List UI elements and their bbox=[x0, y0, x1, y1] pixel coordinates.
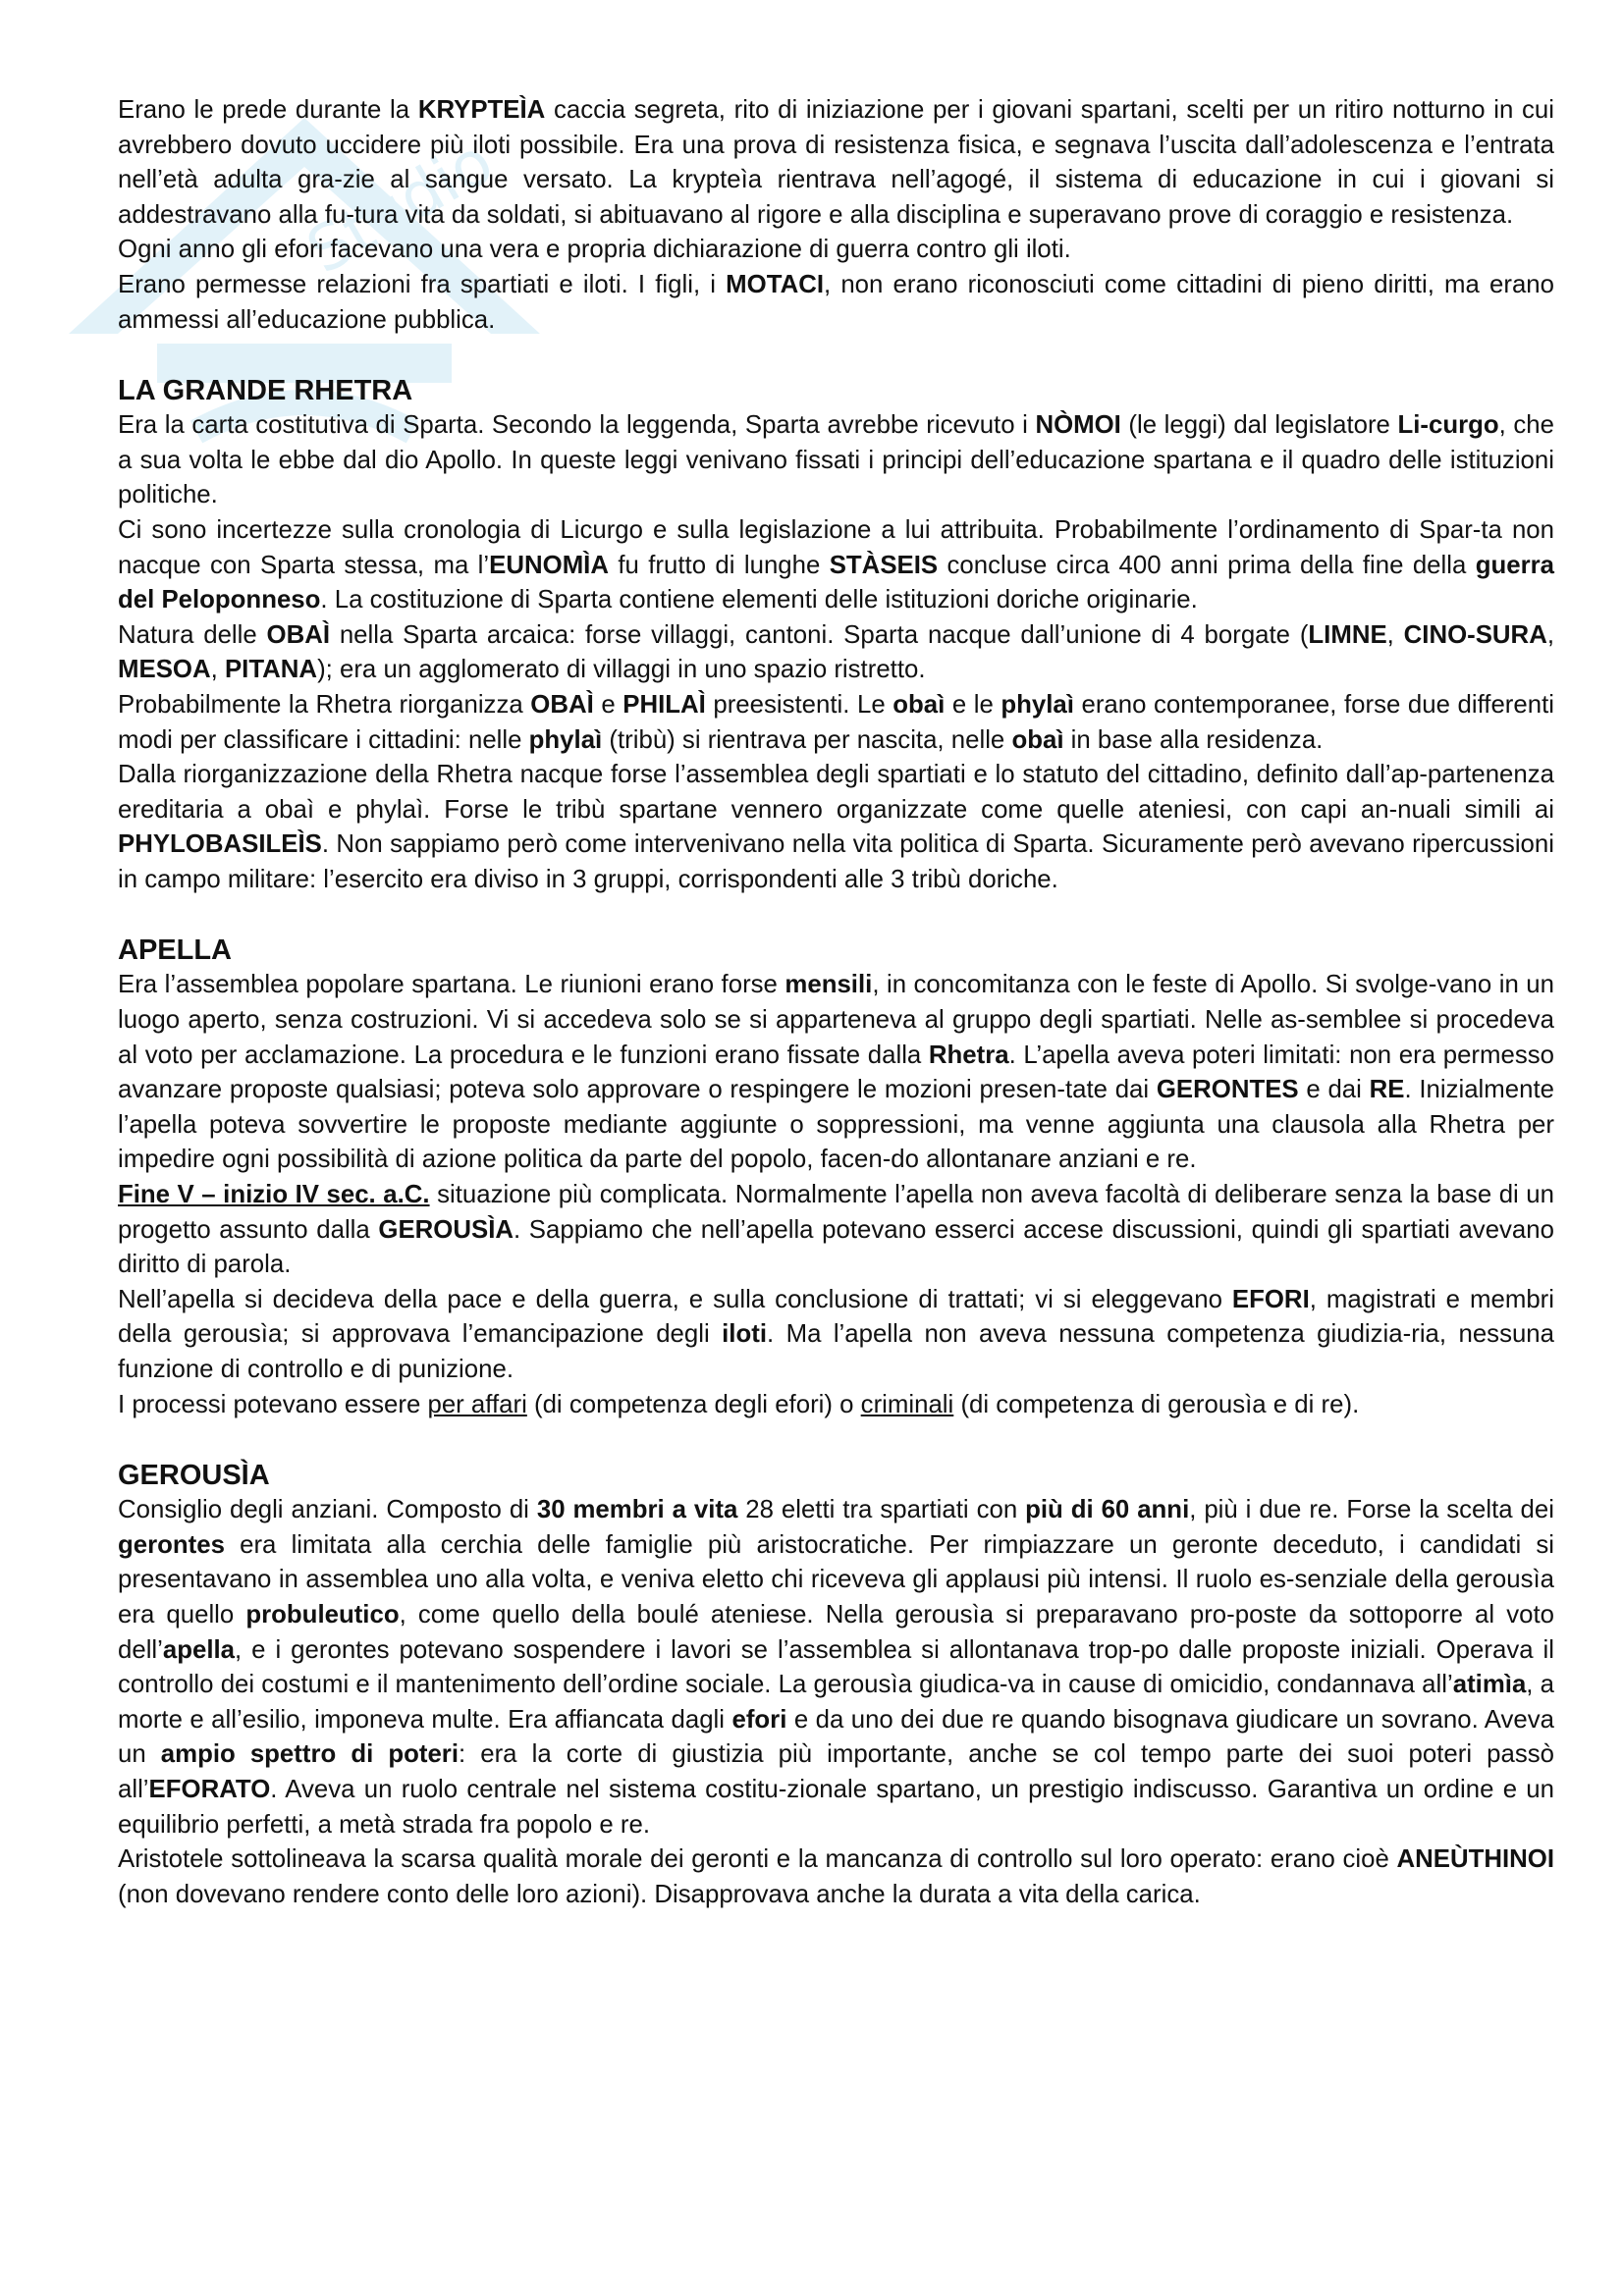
apella-paragraph-1: Era l’assemblea popolare spartana. Le riunioni erano forse mensili, in concomitanza con le feste di Apollo. Si svolge-vano in un luogo aperto, senza costruzioni. Vi si accedeva solo se si apparteneva al gruppo degli spartiati. Nelle as-semblee si procedeva al voto per acclamazione. La procedura e le funzioni erano fissate dalla Rhetra. L’apella aveva poteri limitati: non era permesso avanzare proposte qualsiasi; poteva solo approvare o respingere le mozioni presen-tate dai GERONTES e dai RE. Inizialmente l’apella poteva sovvertire le proposte mediante aggiunte o soppressioni, ma venne aggiunta una clausola alla Rhetra per impedire ogni possibilità di azione politica da parte del popolo, facen-do allontanare anziani e re. bbox=[118, 971, 1554, 1174]
document-page bbox=[118, 93, 1554, 1912]
gerousia-paragraph-1: Consiglio degli anziani. Composto di 30 membri a vita 28 eletti tra spartiati con più di 60 anni, più i due re. Forse la scelta dei gerontes era limitata alla cerchia delle famiglie più aristocratiche. Per rimpiazzare un geronte deceduto, i candidati si presentavano in assemblea uno alla volta, e veniva eletto chi riceveva gli applausi più intensi. Il ruolo es-senziale della gerousìa era quello probuleutico, come quello della boulé ateniese. Nella gerousìa si preparavano pro-poste da sottoporre al voto dell’apella, e i gerontes potevano sospendere i lavori se l’assemblea si allontanava trop-po dalle proposte iniziali. Operava il controllo dei costumi e il mantenimento dell’ordine sociale. La gerousìa giudica-va in cause di omicidio, condannava all’atimìa, a morte e all’esilio, imponeva multe. Era affiancata dagli efori e da uno dei due re quando bisognava giudicare un sovrano. Aveva un ampio spettro di poteri: era la corte di giustizia più importante, anche se col tempo parte dei suoi poteri passò all’EFORATO. Aveva un ruolo centrale nel sistema costitu-zionale spartano, un prestigio indiscusso. Garantiva un ordine e un equilibrio perfetti, a metà strada fra popolo e re. bbox=[118, 1496, 1554, 1839]
heading-rhetra: LA GRANDE RHETRA bbox=[118, 375, 413, 407]
rhetra-paragraph-1: Era la carta costitutiva di Sparta. Secondo la leggenda, Sparta avrebbe ricevuto i NÒMOI (le leggi) dal legislatore Li-curgo, che a sua volta le ebbe dal dio Apollo. In queste leggi venivano fissati i principi dell’educazione spartana e il quadro delle istituzioni politiche. bbox=[118, 411, 1554, 509]
heading-gerousia: GEROUSÌA bbox=[118, 1460, 270, 1492]
rhetra-paragraph-5: Dalla riorganizzazione della Rhetra nacque forse l’assemblea degli spartiati e lo statuto del cittadino, definito dall’ap-partenenza ereditaria a obaì e phylaì. Forse le tribù spartane vennero organizzate come quelle ateniesi, con capi an-nuali simili ai PHYLOBASILEÌS. Non sappiamo però come intervenivano nella vita politica di Sparta. Sicuramente però avevano ripercussioni in campo militare: l’esercito era diviso in 3 gruppi, corrispondenti alle 3 tribù doriche. bbox=[118, 761, 1554, 893]
intro-paragraph-2: Ogni anno gli efori facevano una vera e propria dichiarazione di guerra contro gli iloti. bbox=[118, 236, 1071, 264]
rhetra-paragraph-4: Probabilmente la Rhetra riorganizza OBAÌ e PHILAÌ preesistenti. Le obaì e le phylaì erano contemporanee, forse due differenti modi per classificare i cittadini: nelle phylaì (tribù) si rientrava per nascita, nelle obaì in base alla residenza. bbox=[118, 690, 1554, 754]
intro-paragraph-3: Erano permesse relazioni fra spartiati e iloti. I figli, i MOTACI, non erano riconosciuti come cittadini di pieno diritti, ma erano ammessi all’educazione pubblica. bbox=[118, 270, 1554, 334]
gerousia-paragraph-2: Aristotele sottolineava la scarsa qualità morale dei geronti e la mancanza di controllo sul loro operato: erano cioè ANEÙTHINOI (non dovevano rendere conto delle loro azioni). Disapprovava anche la durata a vita della carica. bbox=[118, 1845, 1554, 1908]
apella-paragraph-4: I processi potevano essere per affari (di competenza degli efori) o criminali (di competenza di gerousìa e di re). bbox=[118, 1390, 1360, 1418]
intro-paragraph-1: Erano le prede durante la KRYPTEÌA caccia segreta, rito di iniziazione per i giovani spartani, scelti per un ritiro notturno in cui avrebbero dovuto uccidere più iloti possibile. Era una prova di resistenza fisica, e segnava l’uscita dall’adolescenza e l’entrata nell’età adulta gra-zie al sangue versato. La krypteìa rientrava nell’agogé, il sistema di educazione in cui i giovani si addestravano alla fu-tura vita da soldati, si abituavano al rigore e alla disciplina e superavano prove di coraggio e resistenza. bbox=[118, 96, 1554, 229]
watermark-text: Studio bbox=[296, 125, 506, 289]
apella-paragraph-2: Fine V – inizio IV sec. a.C. situazione più complicata. Normalmente l’apella non aveva facoltà di deliberare senza la base di un progetto assunto dalla GEROUSÌA. Sappiamo che nell’apella potevano esserci accese discussioni, quindi gli spartiati avevano diritto di parola. bbox=[118, 1181, 1554, 1279]
rhetra-paragraph-3: Natura delle OBAÌ nella Sparta arcaica: forse villaggi, cantoni. Sparta nacque dall’unione di 4 borgate (LIMNE, CINO-SURA, MESOA, PITANA); era un agglomerato di villaggi in uno spazio ristretto. bbox=[118, 620, 1554, 684]
heading-apella: APELLA bbox=[118, 934, 232, 967]
rhetra-paragraph-2: Ci sono incertezze sulla cronologia di Licurgo e sulla legislazione a lui attribuita. Probabilmente l’ordinamento di Spar-ta non nacque con Sparta stessa, ma l’EUNOMÌA fu frutto di lunghe STÀSEIS concluse circa 400 anni prima della fine della guerra del Peloponneso. La costituzione di Sparta contiene elementi delle istituzioni doriche originarie. bbox=[118, 515, 1555, 614]
apella-paragraph-3: Nell’apella si decideva della pace e della guerra, e sulla conclusione di trattati; vi si eleggevano EFORI, magistrati e membri della gerousìa; si approvava l’emancipazione degli iloti. Ma l’apella non aveva nessuna competenza giudizia-ria, nessuna funzione di controllo e di punizione. bbox=[118, 1285, 1555, 1383]
